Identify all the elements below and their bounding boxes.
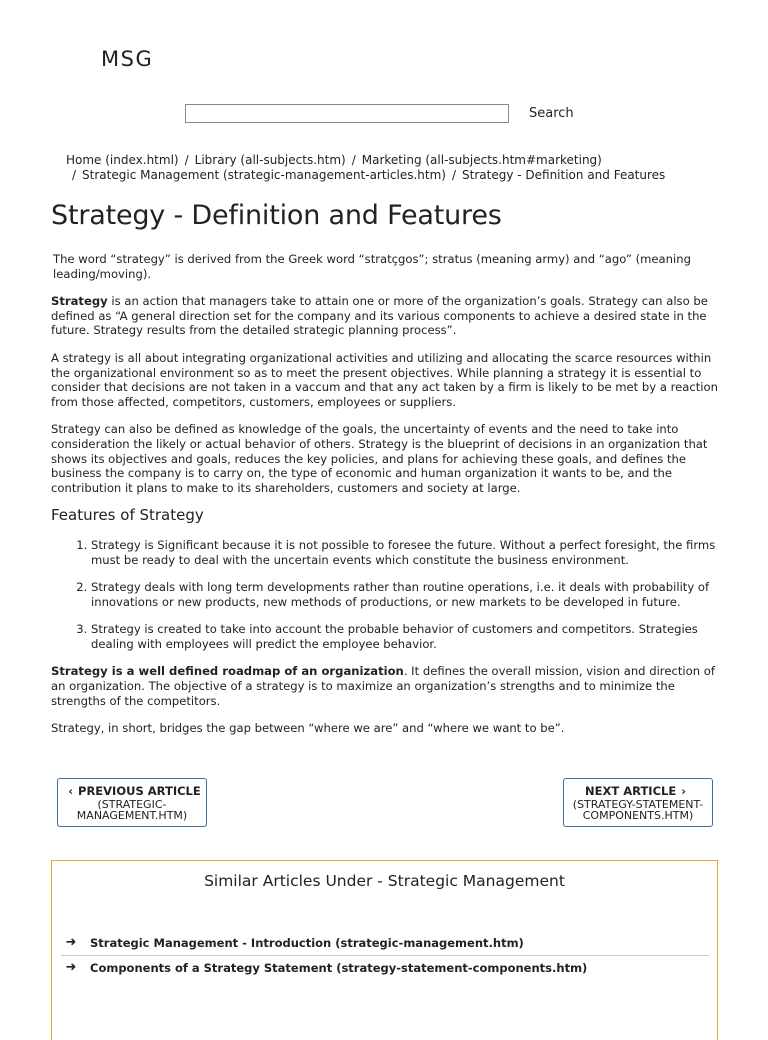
similar-articles-list bbox=[61, 931, 709, 980]
next-article-button[interactable] bbox=[563, 778, 713, 827]
breadcrumb-separator: / bbox=[451, 168, 457, 182]
breadcrumb-separator: / bbox=[351, 153, 356, 167]
breadcrumb-separator: / bbox=[72, 168, 77, 182]
similar-articles-title: Similar Articles Under - Strategic Management bbox=[204, 872, 565, 890]
intro-paragraph: The word “strategy” is derived from the Greek word “stratçgos”; stratus (meaning army) and “ago” (meaning leading/moving). bbox=[53, 252, 691, 281]
page-title: Strategy - Definition and Features bbox=[51, 200, 502, 231]
definition-paragraph bbox=[51, 294, 723, 338]
feature-item: 3. Strategy is created to take into account the probable behavior of customers and competitors. Strategies dealing with employees will predict the employee behavior. bbox=[91, 622, 723, 651]
similar-articles-panel bbox=[51, 860, 718, 1040]
definition-text: is an action that managers take to attain one or more of the organization’s goals. Strategy can also be defined as “A general direction set for the company and its various components to achieve a desired state in the future. Strategy results from the detailed strategic planning process”. bbox=[51, 294, 708, 338]
similar-article-item[interactable] bbox=[61, 931, 709, 956]
breadcrumb-library[interactable]: Library (all-subjects.htm) bbox=[194, 153, 346, 167]
definition-term: Strategy bbox=[51, 294, 108, 309]
breadcrumb-strategic-management[interactable]: Strategic Management (strategic-management-articles.htm) bbox=[82, 168, 446, 182]
breadcrumb bbox=[66, 153, 726, 183]
breadcrumb-home[interactable]: Home (index.html) bbox=[66, 153, 179, 167]
previous-article-button[interactable] bbox=[57, 778, 207, 827]
roadmap-term: Strategy is a well defined roadmap of an organization bbox=[51, 664, 404, 679]
similar-article-link[interactable]: Components of a Strategy Statement (strategy-statement-components.htm) bbox=[90, 960, 588, 975]
next-article-link: (STRATEGY-STATEMENT- bbox=[572, 797, 704, 811]
chevron-right-icon: › bbox=[681, 784, 686, 798]
site-logo[interactable]: MSG bbox=[101, 47, 154, 71]
article-body bbox=[51, 252, 723, 749]
features-heading: Features of Strategy bbox=[51, 506, 204, 525]
similar-article-item[interactable] bbox=[61, 956, 709, 980]
search-input[interactable] bbox=[185, 104, 509, 123]
chevron-left-icon: ‹ bbox=[68, 784, 74, 798]
breadcrumb-marketing[interactable]: Marketing (all-subjects.htm#marketing) bbox=[361, 153, 602, 167]
roadmap-text: . It defines the overall mission, vision and direction of an organization. The objective of a strategy is to maximize an organization’s strengths and to minimize the strengths of the competitors. bbox=[51, 664, 715, 708]
previous-article-label: PREVIOUS ARTICLE bbox=[78, 784, 201, 798]
breadcrumb-separator: / bbox=[184, 153, 189, 167]
blueprint-paragraph: Strategy can also be defined as knowledge of the goals, the uncertainty of events and the need to take into consideration the likely or actual behavior of others. Strategy is the blueprint of decisions in an organization that shows its objectives and goals, reduces the key policies, and plans for achieving these goals, and defines the business the company is to carry on, the type of economic and human organization it wants to be, and the contribution it plans to make to its shareholders, customers and society at large. bbox=[51, 422, 708, 495]
integration-paragraph: A strategy is all about integrating organizational activities and utilizing and allocating the scarce resources within the organizational environment so as to meet the present objectives. While planning a strategy it is essential to consider that decisions are not taken in a vaccum and that any act taken by a firm is likely to be met by a reaction from those affected, competitors, customers, employees or suppliers. bbox=[51, 350, 718, 409]
arrow-right-icon: ➜ bbox=[65, 935, 77, 950]
next-article-link: COMPONENTS.HTM) bbox=[582, 809, 694, 822]
previous-article-link: (STRATEGIC- bbox=[97, 797, 167, 811]
breadcrumb-current: Strategy - Definition and Features bbox=[462, 168, 666, 182]
similar-article-link[interactable]: Strategic Management - Introduction (strategic-management.htm) bbox=[90, 935, 524, 950]
arrow-right-icon: ➜ bbox=[65, 960, 77, 975]
next-article-label: NEXT ARTICLE bbox=[585, 784, 677, 798]
feature-item: 1. Strategy is Significant because it is not possible to foresee the future. Without a perfect foresight, the firms must be ready to deal with the uncertain events which constitute the business environment. bbox=[91, 538, 723, 567]
search-button[interactable]: Search bbox=[529, 106, 574, 121]
roadmap-paragraph bbox=[51, 664, 723, 708]
features-list bbox=[51, 538, 723, 652]
summary-paragraph: Strategy, in short, bridges the gap between “where we are” and “where we want to be”. bbox=[51, 721, 565, 736]
feature-item: 2. Strategy deals with long term developments rather than routine operations, i.e. it deals with probability of innovations or new products, new methods of productions, or new markets to be developed in future. bbox=[91, 580, 723, 609]
previous-article-link: MANAGEMENT.HTM) bbox=[76, 809, 188, 822]
